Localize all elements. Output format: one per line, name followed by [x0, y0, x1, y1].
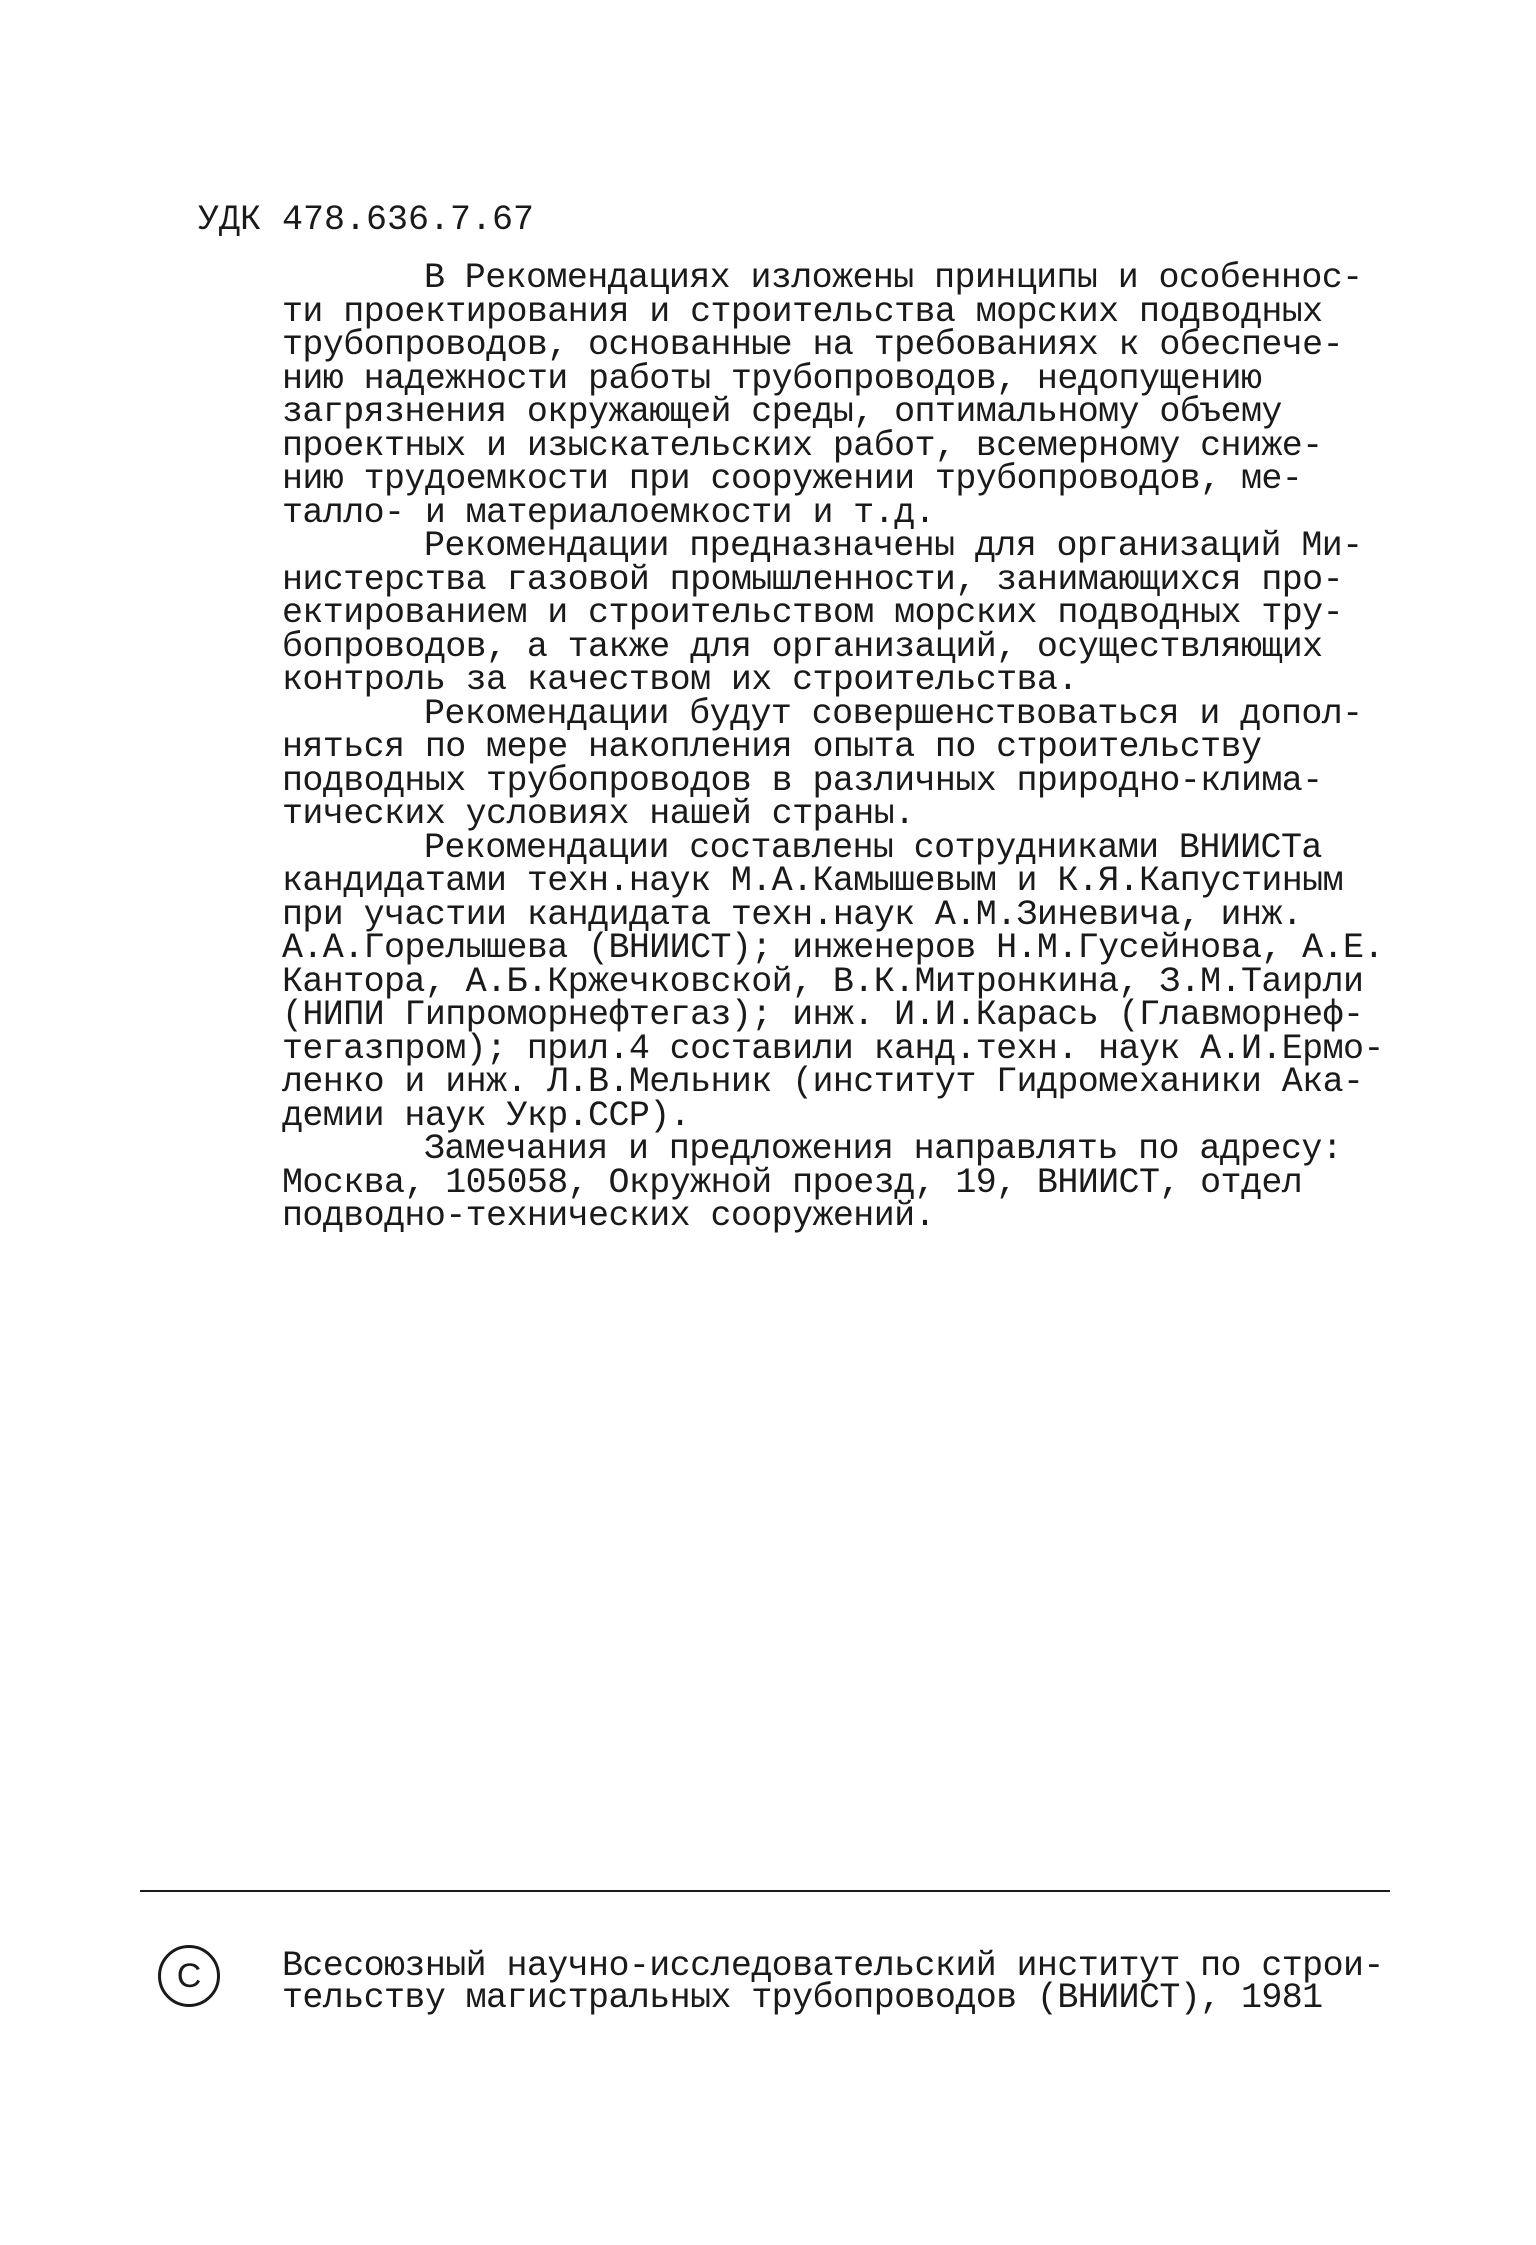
text-line: тельству магистральных трубопроводов (ВНИИСТ), 1981: [282, 1978, 1323, 2018]
text-line: Всесоюзный научно-исследовательский институт по строи-: [282, 1946, 1384, 1986]
text-line: тических условиях нашей страны.: [282, 794, 915, 834]
paragraph-audience: [282, 526, 1422, 700]
paragraph-summary: [282, 258, 1422, 533]
text-line: загрязнения окружающей среды, оптимальному объему: [282, 392, 1282, 432]
text-line: ти проектирования и строительства морских подводных: [282, 291, 1323, 332]
text-line: В Рекомендациях изложены принципы и особеннос-: [424, 258, 1363, 298]
text-line: Рекомендации будут совершенствоваться и допол-: [424, 693, 1363, 734]
text-line: подводно-технических сооружений.: [282, 1196, 935, 1236]
paragraph-address: [282, 1129, 1422, 1236]
document-body: [282, 258, 1422, 1236]
copyright-icon: [158, 1945, 220, 2007]
text-line: А.А.Горелышева (ВНИИСТ); инженеров Н.М.Гусейнова, А.Е.: [282, 928, 1384, 968]
text-line: проектных и изыскательских работ, всемерному сниже-: [282, 425, 1323, 466]
text-line: ектированием и строительством морских подводных тру-: [282, 593, 1343, 633]
text-line: нистерства газовой промышленности, занимающихся про-: [282, 559, 1343, 600]
text-line: ленко и инж. Л.В.Мельник (институт Гидромеханики Ака-: [282, 1062, 1364, 1102]
text-line: няться по мере накопления опыта по строительству: [282, 727, 1262, 767]
udk-code: УДК 478.636.7.67: [198, 200, 535, 240]
text-line: контроль за качеством их строительства.: [282, 660, 1078, 700]
text-line: Кантора, А.Б.Кржечковской, В.К.Митронкина, З.М.Таирли: [282, 961, 1364, 1002]
text-line: при участии кандидата техн.наук А.М.Зиневича, инж.: [282, 894, 1303, 935]
text-line: Рекомендации составлены сотрудниками ВНИИСТа: [424, 827, 1322, 868]
text-line: Замечания и предложения направлять по адресу:: [424, 1129, 1343, 1169]
copyright-notice: [282, 1946, 1422, 2018]
text-line: бопроводов, а также для организаций, осуществляющих: [282, 626, 1323, 667]
footer-divider: [140, 1890, 1390, 1892]
copyright-symbol: С: [176, 1957, 202, 1995]
paragraph-improvement: [282, 693, 1422, 834]
text-line: кандидатами техн.наук М.А.Камышевым и К.Я.Капустиным: [282, 861, 1343, 901]
text-line: (НИПИ Гипроморнефтегаз); инж. И.И.Карась (Главморнеф-: [282, 995, 1364, 1035]
text-line: трубопроводов, основанные на требованиях к обеспече-: [282, 325, 1343, 365]
text-line: подводных трубопроводов в различных природно-клима-: [282, 760, 1323, 801]
text-line: нию надежности работы трубопроводов, недопущению: [282, 358, 1262, 399]
text-line: тегазпром); прил.4 составили канд.техн. наук А.И.Ермо-: [282, 1028, 1384, 1069]
text-line: Рекомендации предназначены для организаций Ми-: [424, 526, 1363, 566]
text-line: талло- и материалоемкости и т.д.: [282, 492, 935, 533]
text-line: демии наук Укр.ССР).: [282, 1095, 691, 1136]
paragraph-authors: [282, 827, 1422, 1136]
text-line: нию трудоемкости при сооружении трубопроводов, ме-: [282, 459, 1303, 499]
text-line: Москва, 105058, Окружной проезд, 19, ВНИИСТ, отдел: [282, 1162, 1303, 1203]
